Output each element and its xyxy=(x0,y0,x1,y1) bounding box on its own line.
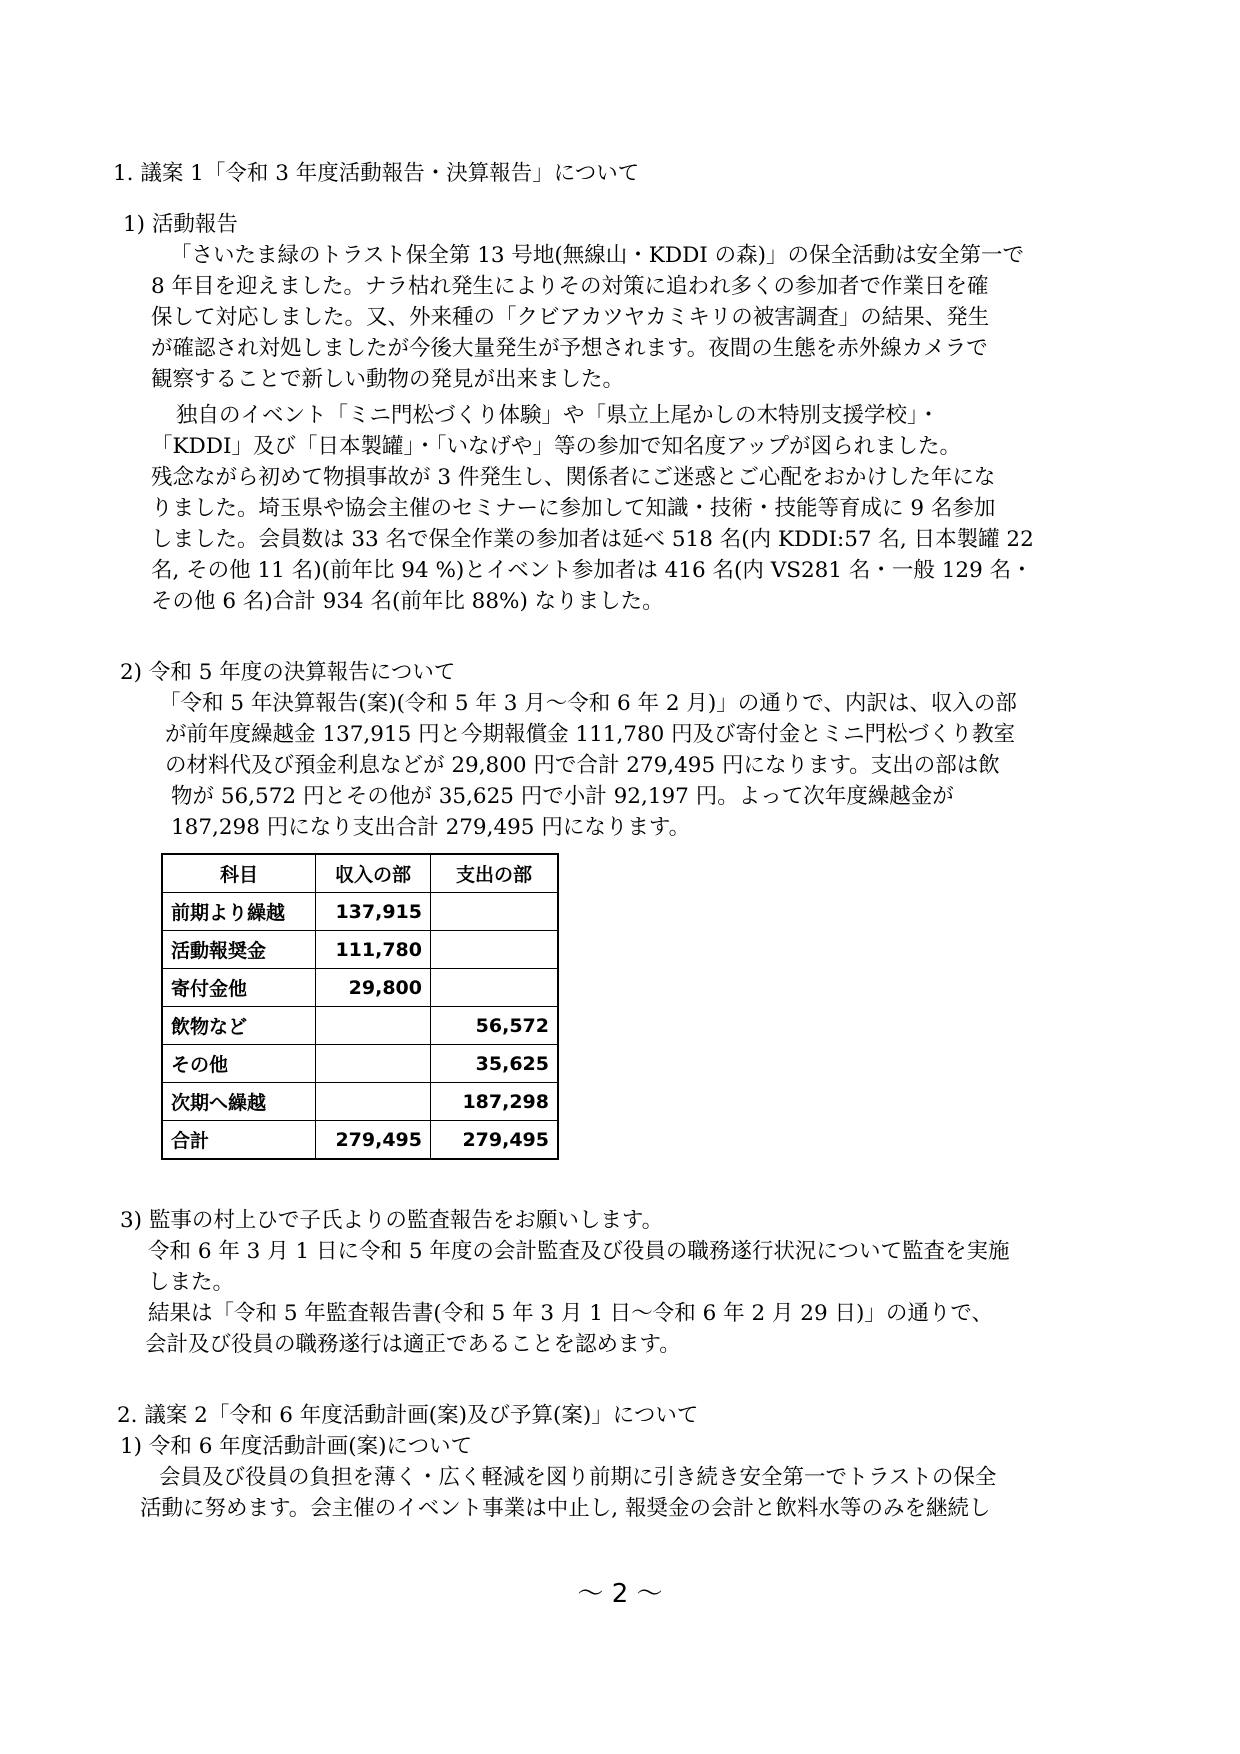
table-cell-income: 137,915 xyxy=(316,893,431,931)
table-row xyxy=(162,893,558,931)
table-cell-expense xyxy=(431,893,559,931)
table-cell-income: 111,780 xyxy=(316,931,431,969)
audit-report-line: 結果は「令和 5 年監査報告書(令和 5 年 3 月 1 日～令和 6 年 2 月 29 日)」の通りで、 xyxy=(148,1301,993,1326)
table-cell-item: 活動報奨金 xyxy=(162,931,316,969)
activity-report-line: 独自のイベント「ミニ門松づくり体験」や「県立上尾かしの木特別支援学校」・ xyxy=(176,403,940,428)
table-cell-item: 飲物など xyxy=(162,1007,316,1045)
section-1-sub-3-heading: 3) 監事の村上ひで子氏よりの監査報告をお願いします。 xyxy=(120,1208,664,1233)
activity-report-line: その他 6 名)合計 934 名(前年比 88%) なりました。 xyxy=(151,589,664,614)
financial-report-line: 187,298 円になり支出合計 279,495 円になります。 xyxy=(171,815,691,840)
table-row xyxy=(162,1007,558,1045)
activity-report-line: 「KDDI」及び「日本製罐」・「いなげや」等の参加で知名度アップが図られました。 xyxy=(151,434,962,459)
table-row xyxy=(162,1045,558,1083)
financial-report-line: 物が 56,572 円とその他が 35,625 円で小計 92,197 円。よって次年度繰越金が xyxy=(171,784,954,809)
table-cell-income xyxy=(316,1083,431,1121)
section-1-heading: 1. 議案 1「令和 3 年度活動報告・決算報告」について xyxy=(113,161,640,186)
table-cell-item: 次期へ繰越 xyxy=(162,1083,316,1121)
table-header: 収入の部 xyxy=(316,854,431,893)
section-2-heading: 2. 議案 2「令和 6 年度活動計画(案)及び予算(案)」について xyxy=(117,1403,699,1428)
activity-report-line: 保して対応しました。又、外来種の「クビアカツヤカミキリの被害調査」の結果、発生 xyxy=(151,305,990,330)
financial-report-line: の材料代及び預金利息などが 29,800 円で合計 279,495 円になります。支出の部は飲 xyxy=(165,753,1000,778)
table-row xyxy=(162,969,558,1007)
table-cell-expense: 35,625 xyxy=(431,1045,559,1083)
activity-report-line: が確認され対処しましたが今後大量発生が予想されます。夜間の生態を赤外線カメラで xyxy=(151,336,988,361)
table-cell-item: 寄付金他 xyxy=(162,969,316,1007)
financial-summary-table xyxy=(161,853,559,1160)
table-cell-income: 29,800 xyxy=(316,969,431,1007)
activity-report-line: 観察することで新しい動物の発見が出来ました。 xyxy=(151,367,625,392)
table-cell-income xyxy=(316,1045,431,1083)
table-cell-income xyxy=(316,1007,431,1045)
activity-plan-line: 会員及び役員の負担を薄く・広く軽減を図り前期に引き続き安全第一でトラストの保全 xyxy=(159,1465,997,1490)
activity-report-line: 名, その他 11 名)(前年比 94 %)とイベント参加者は 416 名(内 VS281 名・一般 129 名・ xyxy=(151,558,1033,583)
table-row xyxy=(162,931,558,969)
table-header-row xyxy=(162,854,558,893)
activity-report-line: りました。埼玉県や協会主催のセミナーに参加して知識・技術・技能等育成に 9 名参加 xyxy=(151,496,996,521)
table-row xyxy=(162,1083,558,1121)
table-total-row xyxy=(162,1121,558,1160)
table-cell-expense xyxy=(431,969,559,1007)
activity-plan-line: 活動に努めます。会主催のイベント事業は中止し, 報奨金の会計と飲料水等のみを継続し xyxy=(140,1496,991,1521)
activity-report-line: 残念ながら初めて物損事故が 3 件発生し、関係者にご迷惑とご心配をおかけした年にな xyxy=(151,465,996,490)
activity-report-line: 8 年目を迎えました。ナラ枯れ発生によりその対策に追われ多くの参加者で作業日を確 xyxy=(151,274,989,299)
table-cell-expense: 279,495 xyxy=(431,1121,559,1160)
table-cell-item: その他 xyxy=(162,1045,316,1083)
section-1-sub-1-heading: 1) 活動報告 xyxy=(123,212,238,237)
table-cell-item: 前期より繰越 xyxy=(162,893,316,931)
table-cell-expense: 56,572 xyxy=(431,1007,559,1045)
table-cell-income: 279,495 xyxy=(316,1121,431,1160)
audit-report-line: 令和 6 年 3 月 1 日に令和 5 年度の会計監査及び役員の職務遂行状況について監査を実施 xyxy=(148,1239,1010,1264)
section-2-sub-1-heading: 1) 令和 6 年度活動計画(案)について xyxy=(120,1434,473,1459)
section-1-sub-2-heading: 2) 令和 5 年度の決算報告について xyxy=(120,660,456,685)
financial-report-line: 「令和 5 年決算報告(案)(令和 5 年 3 月～令和 6 年 2 月)」の通りで、内訳は、収入の部 xyxy=(159,691,1017,716)
activity-report-line: しました。会員数は 33 名で保全作業の参加者は延べ 518 名(内 KDDI:57 名, 日本製罐 22 xyxy=(151,527,1034,552)
financial-report-line: が前年度繰越金 137,915 円と今期報償金 111,780 円及び寄付金とミニ門松づくり教室 xyxy=(165,722,1016,747)
audit-report-line: 会計及び役員の職務遂行は適正であることを認めます。 xyxy=(145,1332,681,1357)
activity-report-line: 「さいたま緑のトラスト保全第 13 号地(無線山・KDDI の森)」の保全活動は安全第一で xyxy=(170,243,1025,268)
table-cell-expense: 187,298 xyxy=(431,1083,559,1121)
table-cell-item: 合計 xyxy=(162,1121,316,1160)
audit-report-line: しまた。 xyxy=(148,1270,235,1295)
table-header: 支出の部 xyxy=(431,854,559,893)
table-cell-expense xyxy=(431,931,559,969)
page-number: ～ 2 ～ xyxy=(577,1579,663,1609)
table-header: 科目 xyxy=(162,854,316,893)
